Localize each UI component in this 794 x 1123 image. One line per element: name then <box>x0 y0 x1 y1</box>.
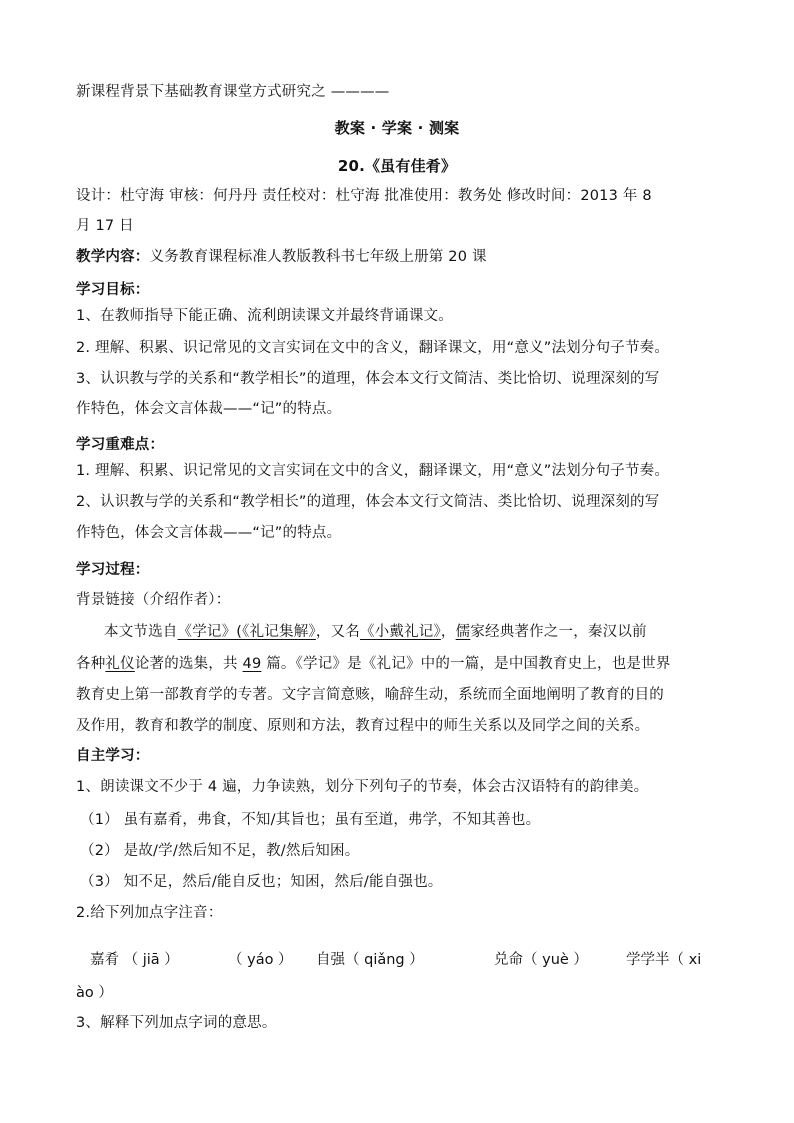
teaching-content-label: 教学内容： <box>76 249 150 265</box>
underlined-term: 儒 <box>455 624 471 640</box>
lesson-title: 20.《虽有佳肴》 <box>337 157 457 175</box>
self-study-q1: 1、朗读课文不少于 4 遍，力争读熟，划分下列句子的节奏，体会古汉语特有的韵律美。 <box>76 779 649 795</box>
series-header: 新课程背景下基础教育课堂方式研究之 ———— <box>76 84 390 100</box>
goal-item-2: 2. 理解、积累、识记常见的文言实词在文中的含义，翻译课文，用“意义”法划分句子节奏。 <box>76 340 670 356</box>
pronunciation-1: 嘉肴 （ jiā ） <box>90 952 179 968</box>
goal-item-3b: 作特色，体会文言体裁——“记”的特点。 <box>76 401 342 417</box>
sentence-3: （3） 知不足，然后/能自反也；知困，然后/能自强也。 <box>80 874 443 890</box>
para-text: ， <box>440 624 456 640</box>
pronunciation-2: （ yáo ） <box>228 952 293 968</box>
teaching-content <box>76 247 487 267</box>
pronunciation-3: 自强（ qiǎng ） <box>316 952 424 968</box>
sentence-1: （1） 虽有嘉肴，弗食，不知/其旨也；虽有至道，弗学，不知其善也。 <box>80 812 541 828</box>
background-para-line-4: 及作用，教育和教学的制度、原则和方法，教育过程中的师生关系以及同学之间的关系。 <box>76 718 650 734</box>
pronunciation-5: 学学半（ xi <box>626 952 702 968</box>
background-label: 背景链接（介绍作者）： <box>76 592 231 608</box>
sentence-2: （2） 是故/学/然后知不足，教/然后知困。 <box>80 843 360 859</box>
background-para-line-3: 教育史上第一部教育学的专著。文字言简意赅，喻辞生动，系统而全面地阐明了教育的目的 <box>76 687 664 703</box>
keypoint-item-2a: 2、认识教与学的关系和“教学相长”的道理，体会本文行文简洁、类比恰切、说理深刻的写 <box>76 494 660 510</box>
process-heading: 学习过程： <box>76 562 150 578</box>
para-text: 论著的选集，共 <box>134 656 243 672</box>
para-text: 家经典著作之一，秦汉以前 <box>470 624 647 640</box>
goal-item-1: 1、在教师指导下能正确、流利朗读课文并最终背诵课文。 <box>76 308 453 324</box>
pronunciation-5-continued: ào ） <box>76 985 113 1001</box>
underlined-term: 《学记》(《礼记集解》 <box>177 624 316 640</box>
goals-heading: 学习目标： <box>76 282 150 298</box>
para-text: ，又名 <box>315 624 360 640</box>
underlined-number: 49 <box>242 656 262 672</box>
self-study-q3: 3、解释下列加点字词的意思。 <box>76 1015 277 1031</box>
para-text: 各种 <box>76 656 106 672</box>
teaching-content-text: 义务教育课程标准人教版教科书七年级上册第 20 课 <box>149 249 487 265</box>
pronunciation-4: 兑命（ yuè ） <box>494 952 588 968</box>
doc-title: 教案 · 学案 · 测案 <box>334 119 460 137</box>
para-text: 篇。《学记》是《礼记》中的一篇，是中国教育史上，也是世界 <box>261 656 671 672</box>
keypoint-item-2b: 作特色，体会文言体裁——“记”的特点。 <box>76 525 342 541</box>
meta-line-1: 设计：杜守海 审核：何丹丹 责任校对：杜守海 批准使用：教务处 修改时间：2013 年 8 <box>76 188 652 204</box>
underlined-term: 《小戴礼记》 <box>359 624 441 640</box>
para-text: 本文节选自 <box>104 624 178 640</box>
goal-item-3a: 3、认识教与学的关系和“教学相长”的道理，体会本文行文简洁、类比恰切、说理深刻的写 <box>76 371 660 387</box>
meta-line-2: 月 17 日 <box>76 218 134 234</box>
self-study-q2: 2.给下列加点字注音： <box>76 905 223 921</box>
keypoints-heading: 学习重难点： <box>76 437 165 453</box>
background-para-line-1 <box>104 622 647 642</box>
keypoint-item-1: 1. 理解、积累、识记常见的文言实词在文中的含义，翻译课文，用“意义”法划分句子节奏。 <box>76 463 670 479</box>
background-para-line-2 <box>76 654 671 674</box>
self-study-heading: 自主学习： <box>76 748 150 764</box>
underlined-term: 礼仪 <box>105 656 135 672</box>
